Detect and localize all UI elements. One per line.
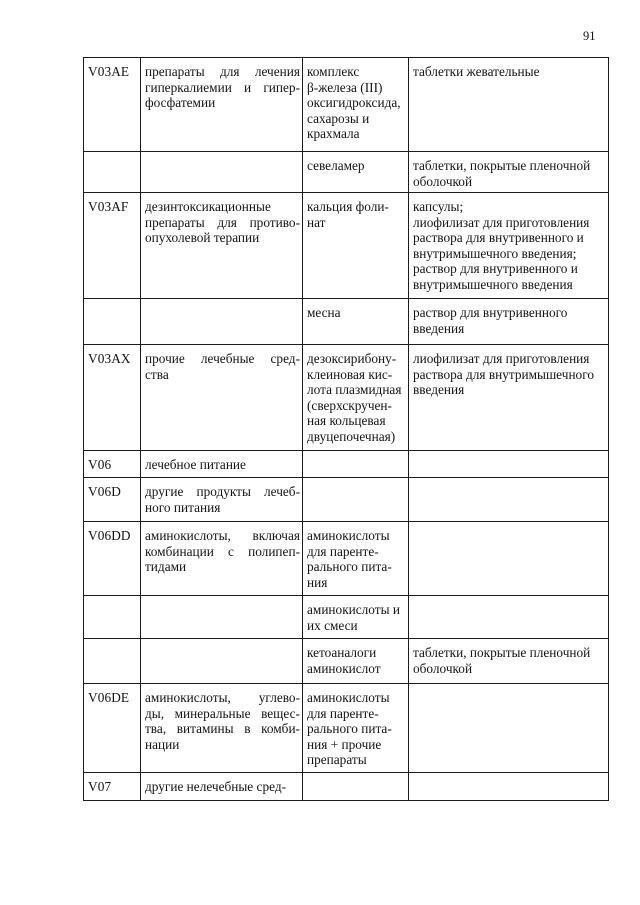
table-row — [84, 193, 609, 299]
form-cell — [409, 639, 609, 684]
cell-line: таблетки жевательные — [413, 64, 540, 79]
cell-line: нации — [145, 736, 180, 752]
cell-line: месна — [307, 305, 341, 320]
cell-line: препараты для лечения — [145, 64, 300, 79]
cell-line: рального пита- — [307, 721, 392, 736]
group-cell — [141, 58, 303, 152]
form-cell — [409, 345, 609, 451]
code-cell — [84, 596, 141, 639]
code-cell: V03AF — [84, 193, 141, 299]
cell-line: капсулы; — [413, 199, 464, 214]
code-cell: V03AX — [84, 345, 141, 451]
cell-line: ния + прочие — [307, 736, 382, 752]
substance-cell — [303, 152, 409, 193]
cell-line: лиофилизат для приготовления — [413, 351, 590, 366]
cell-line: оксигидроксида, — [307, 95, 401, 110]
table-row — [84, 152, 609, 193]
cell-line: раствор для внутривенного — [413, 305, 568, 320]
cell-line: комбинации с полипеп- — [145, 543, 300, 559]
cell-line: сахарозы и — [307, 110, 370, 126]
cell-line: опухолевой терапии — [145, 230, 260, 245]
cell-line: ния — [307, 574, 328, 590]
cell-line: оболочкой — [413, 173, 473, 189]
form-cell — [409, 522, 609, 596]
table-body — [84, 58, 609, 801]
substance-cell — [303, 478, 409, 522]
cell-line: севеламер — [307, 158, 365, 173]
group-cell — [141, 193, 303, 299]
table-row — [84, 345, 609, 451]
code-cell: V06D — [84, 478, 141, 522]
table-row — [84, 684, 609, 773]
cell-line: ства — [145, 366, 169, 382]
cell-line: аминокислот — [307, 660, 381, 676]
form-cell — [409, 451, 609, 478]
code-cell: V03AE — [84, 58, 141, 152]
cell-line: лиофилизат для приготовления — [413, 214, 590, 230]
cell-line: ного питания — [145, 499, 221, 515]
form-cell — [409, 478, 609, 522]
table-row — [84, 58, 609, 152]
form-cell — [409, 299, 609, 345]
cell-line: комплекс — [307, 64, 360, 79]
cell-line: препараты — [307, 752, 367, 767]
cell-line: введения — [413, 320, 465, 336]
cell-line: таблетки, покрытые пленочной — [413, 645, 591, 660]
cell-line: тидами — [145, 559, 187, 574]
cell-line: для паренте- — [307, 543, 379, 559]
group-cell — [141, 299, 303, 345]
substance-cell — [303, 299, 409, 345]
substance-cell — [303, 773, 409, 801]
form-cell — [409, 58, 609, 152]
cell-line: ная кольцевая — [307, 413, 386, 428]
cell-line: внутримышечного введения — [413, 276, 573, 292]
cell-line: лота плазмидная — [307, 382, 402, 397]
cell-line: аминокислоты и — [307, 602, 400, 617]
cell-line: β-железа (III) — [307, 79, 383, 95]
cell-line: аминокислоты — [307, 528, 390, 543]
cell-line: крахмала — [307, 126, 360, 141]
drug-table — [83, 57, 609, 801]
cell-line: другие нелечебные сред- — [145, 779, 287, 794]
substance-cell — [303, 639, 409, 684]
form-cell — [409, 773, 609, 801]
group-cell — [141, 684, 303, 773]
cell-line: прочие лечебные сред- — [145, 351, 300, 366]
form-cell — [409, 684, 609, 773]
substance-cell — [303, 596, 409, 639]
table-row — [84, 451, 609, 478]
table-row — [84, 478, 609, 522]
form-cell — [409, 193, 609, 299]
table-row — [84, 773, 609, 801]
substance-cell — [303, 451, 409, 478]
table-row — [84, 299, 609, 345]
group-cell — [141, 451, 303, 478]
cell-line: тва, витамины в комби- — [145, 721, 300, 736]
cell-line: (сверхскручен- — [307, 397, 392, 413]
code-cell — [84, 299, 141, 345]
cell-line: аминокислоты, включая — [145, 528, 300, 543]
cell-line: аминокислоты — [307, 690, 390, 705]
cell-line: раствора для внутримышечного — [413, 366, 594, 382]
form-cell — [409, 596, 609, 639]
cell-line: нат — [307, 214, 326, 230]
code-cell — [84, 639, 141, 684]
table-row — [84, 596, 609, 639]
cell-line: внутримышечного введения; — [413, 245, 577, 261]
cell-line: гиперкалиемии и гипер- — [145, 79, 300, 95]
group-cell — [141, 152, 303, 193]
cell-line: введения — [413, 382, 465, 397]
cell-line: дезоксирибону- — [307, 351, 397, 366]
cell-line: кальция фоли- — [307, 199, 389, 214]
substance-cell — [303, 58, 409, 152]
cell-line: их смеси — [307, 617, 358, 633]
cell-line: кетоаналоги — [307, 645, 377, 660]
substance-cell — [303, 522, 409, 596]
substance-cell — [303, 193, 409, 299]
cell-line: двуцепочечная) — [307, 428, 396, 444]
page-number: 91 — [583, 29, 596, 43]
cell-line: раствор для внутривенного и — [413, 261, 578, 276]
form-cell — [409, 152, 609, 193]
cell-line: рального пита- — [307, 559, 392, 574]
cell-line: дезинтоксикационные — [145, 199, 271, 214]
cell-line: другие продукты лечеб- — [145, 484, 300, 499]
cell-line: клеиновая кис- — [307, 366, 393, 382]
code-cell: V06DE — [84, 684, 141, 773]
cell-line: оболочкой — [413, 660, 473, 676]
table-row — [84, 522, 609, 596]
group-cell — [141, 522, 303, 596]
code-cell: V06DD — [84, 522, 141, 596]
cell-line: для паренте- — [307, 705, 379, 721]
cell-line: лечебное питание — [145, 457, 246, 472]
group-cell — [141, 773, 303, 801]
cell-line: ды, минеральные вещес- — [145, 705, 300, 721]
cell-line: аминокислоты, углево- — [145, 690, 300, 705]
cell-line: раствора для внутривенного и — [413, 230, 584, 245]
code-cell: V07 — [84, 773, 141, 801]
table-row — [84, 639, 609, 684]
code-cell — [84, 152, 141, 193]
group-cell — [141, 478, 303, 522]
group-cell — [141, 596, 303, 639]
code-cell: V06 — [84, 451, 141, 478]
substance-cell — [303, 345, 409, 451]
group-cell — [141, 345, 303, 451]
substance-cell — [303, 684, 409, 773]
cell-line: препараты для противо- — [145, 214, 300, 230]
cell-line: фосфатемии — [145, 95, 216, 110]
group-cell — [141, 639, 303, 684]
cell-line: таблетки, покрытые пленочной — [413, 158, 591, 173]
